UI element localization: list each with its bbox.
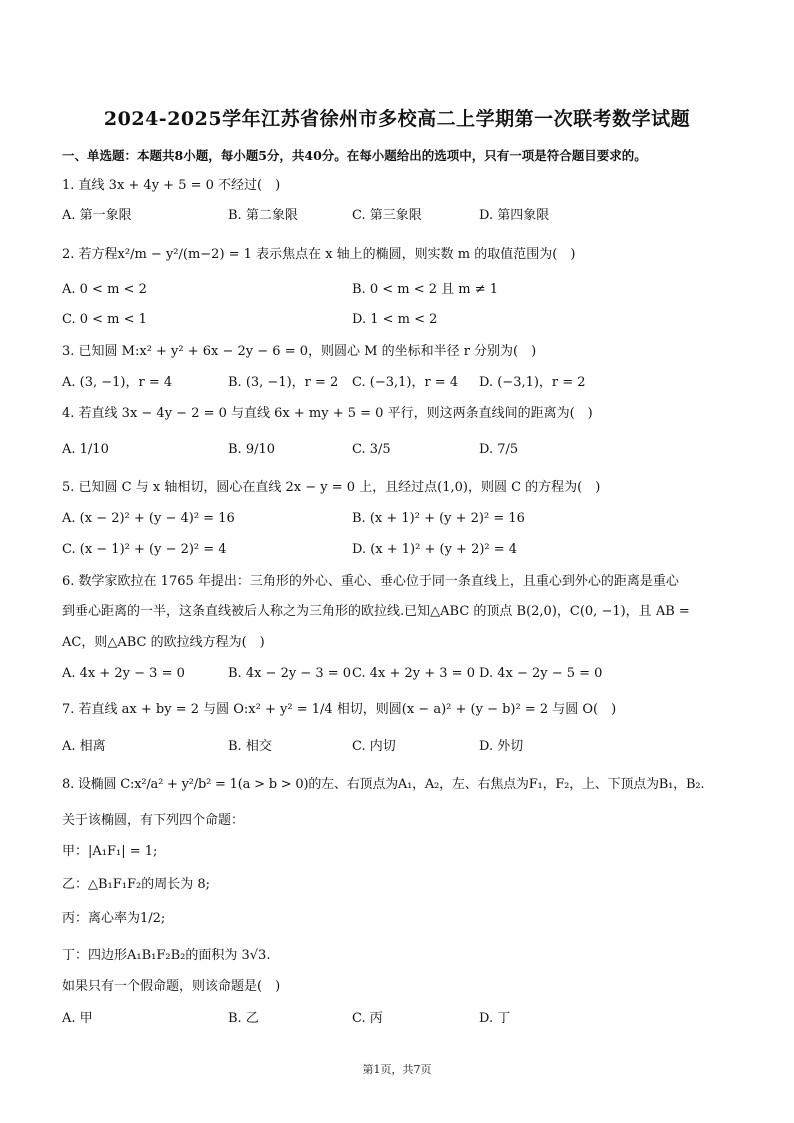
question-6-stem-line3: AC，则△ABC 的欧拉线方程为( ) xyxy=(62,635,265,650)
question-1-stem: 1. 直线 3x + 4y + 5 = 0 不经过( ) xyxy=(62,178,281,193)
question-8-stem-line2: 关于该椭圆，有下列四个命题： xyxy=(62,813,245,828)
page-number: 第1页，共7页 xyxy=(362,1063,432,1076)
option-c: C. 3/5 xyxy=(352,442,391,457)
proposition-bing: 丙：离心率为1/2; xyxy=(62,911,166,926)
question-5-options-row1 xyxy=(62,510,752,528)
option-b: B. 9/10 xyxy=(228,442,276,457)
question-5-options-row2 xyxy=(62,541,752,559)
option-a: A. 第一象限 xyxy=(62,208,132,223)
option-d: D. 第四象限 xyxy=(479,208,550,223)
question-6-stem-line2: 到垂心距离的一半，这条直线被后人称之为三角形的欧拉线.已知△ABC 的顶点 B(2,0)，C(0, −1)，且 AB = xyxy=(62,604,690,619)
option-d: D. 4x − 2y − 5 = 0 xyxy=(479,666,603,681)
question-2-options-row2 xyxy=(62,311,752,329)
page-title: 2024-2025学年江苏省徐州市多校高二上学期第一次联考数学试题 xyxy=(103,108,691,130)
option-b: B. 第二象限 xyxy=(228,208,298,223)
question-7-stem: 7. 若直线 ax + by = 2 与圆 O:x² + y² = 1/4 相切，则圆(x − a)² + (y − b)² = 2 与圆 O( ) xyxy=(62,702,617,717)
option-a: A. (x − 2)² + (y − 4)² = 16 xyxy=(62,511,235,526)
option-a: A. 4x + 2y − 3 = 0 xyxy=(62,666,185,681)
option-a: A. 相离 xyxy=(62,739,106,754)
question-8-stem-line3: 如果只有一个假命题，则该命题是( ) xyxy=(62,979,281,994)
option-d: D. 丁 xyxy=(479,1011,511,1026)
proposition-jia: 甲：|A₁F₁| = 1; xyxy=(62,844,158,859)
question-2-stem: 2. 若方程x²/m − y²/(m−2) = 1 表示焦点在 x 轴上的椭圆，则实数 m 的取值范围为( ) xyxy=(62,247,576,262)
section-heading: 一、单选题：本题共8小题，每小题5分，共40分。在每小题给出的选项中，只有一项是符合题目要求的。 xyxy=(62,148,647,163)
proposition-yi: 乙：△B₁F₁F₂的周长为 8; xyxy=(62,877,211,892)
option-b: B. 0 < m < 2 且 m ≠ 1 xyxy=(352,282,499,297)
option-a: A. (3, −1)，r = 4 xyxy=(62,375,173,390)
option-d: D. 7/5 xyxy=(479,442,519,457)
question-1-options xyxy=(62,207,752,225)
question-3-stem: 3. 已知圆 M:x² + y² + 6x − 2y − 6 = 0，则圆心 M 的坐标和半径 r 分别为( ) xyxy=(62,344,537,359)
question-8-stem-line1: 8. 设椭圆 C:x²/a² + y²/b² = 1(a > b > 0)的左、右顶点为A₁，A₂，左、右焦点为F₁，F₂，上、下顶点为B₁，B₂. xyxy=(62,777,705,792)
option-c: C. 第三象限 xyxy=(352,208,422,223)
option-d: D. (−3,1)，r = 2 xyxy=(479,375,586,390)
option-c: C. 0 < m < 1 xyxy=(62,312,147,327)
option-d: D. 外切 xyxy=(479,739,524,754)
option-c: C. 4x + 2y + 3 = 0 xyxy=(352,666,475,681)
option-b: B. (x + 1)² + (y + 2)² = 16 xyxy=(352,511,525,526)
option-b: B. (3, −1)，r = 2 xyxy=(228,375,339,390)
question-6-stem-line1: 6. 数学家欧拉在 1765 年提出：三角形的外心、重心、垂心位于同一条直线上，且重心到外心的距离是重心 xyxy=(62,574,679,589)
option-d: D. 1 < m < 2 xyxy=(352,312,438,327)
option-b: B. 相交 xyxy=(228,739,272,754)
option-b: B. 乙 xyxy=(228,1011,259,1026)
question-2-options-row1 xyxy=(62,281,752,299)
question-8-options xyxy=(62,1010,752,1028)
option-c: C. 内切 xyxy=(352,739,396,754)
question-7-options xyxy=(62,738,752,756)
option-a: A. 1/10 xyxy=(62,442,109,457)
question-4-options xyxy=(62,441,752,459)
question-5-stem: 5. 已知圆 C 与 x 轴相切，圆心在直线 2x − y = 0 上，且经过点(1,0)，则圆 C 的方程为( ) xyxy=(62,480,601,495)
option-a: A. 甲 xyxy=(62,1011,93,1026)
option-c: C. (−3,1)，r = 4 xyxy=(352,375,459,390)
option-a: A. 0 < m < 2 xyxy=(62,282,147,297)
option-b: B. 4x − 2y − 3 = 0 xyxy=(228,666,352,681)
option-d: D. (x + 1)² + (y + 2)² = 4 xyxy=(352,542,518,557)
question-6-options xyxy=(62,665,752,683)
option-c: C. (x − 1)² + (y − 2)² = 4 xyxy=(62,542,227,557)
option-c: C. 丙 xyxy=(352,1011,383,1026)
question-4-stem: 4. 若直线 3x − 4y − 2 = 0 与直线 6x + my + 5 = 0 平行，则这两条直线间的距离为( ) xyxy=(62,406,593,421)
proposition-ding: 丁：四边形A₁B₁F₂B₂的面积为 3√3. xyxy=(62,948,271,963)
question-3-options xyxy=(62,374,752,392)
